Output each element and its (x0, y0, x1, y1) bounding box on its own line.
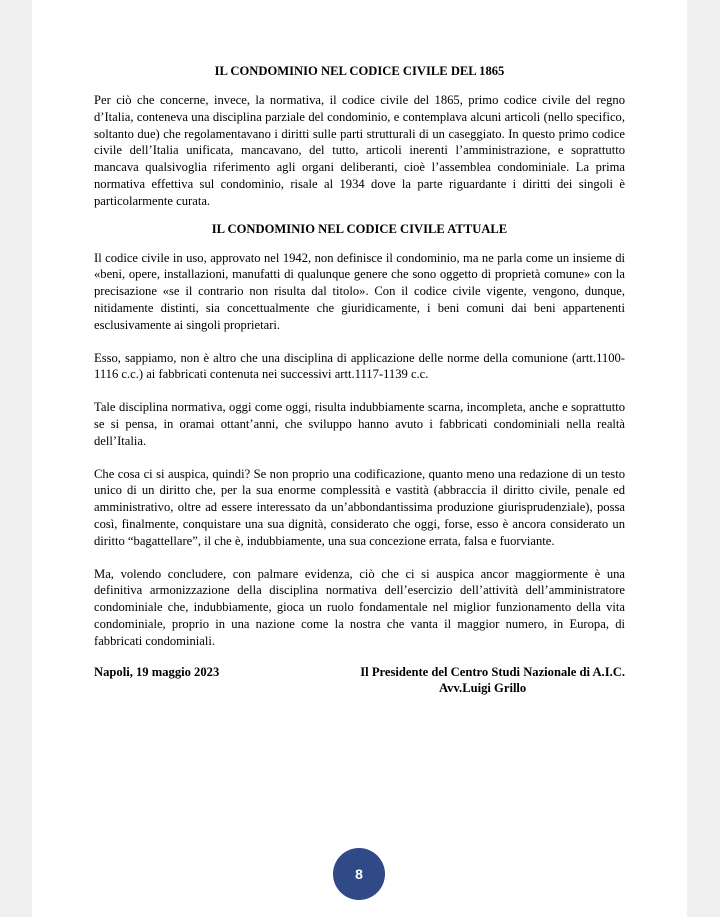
signature-block (94, 664, 625, 698)
page-number-badge: 8 (333, 848, 385, 900)
signatory-name: Avv.Luigi Grillo (439, 680, 527, 695)
paragraph: Ma, volendo concludere, con palmare evidenza, ciò che ci si auspica ancor maggiormente è una definitiva armonizzazione della disciplina normativa dell’esercizio dell’attività dell’amministratore condominiale che, indubbiamente, gioca un ruolo fondamentale nel miglior funzionamento della vita condominiale, proprio in una nazione come la nostra che vanta il maggior numero, in Europa, di fabbricati condominiali. (94, 566, 625, 648)
section-title-attuale: IL CONDOMINIO NEL CODICE CIVILE ATTUALE (211, 221, 508, 236)
place-date: Napoli, 19 maggio 2023 (94, 664, 220, 679)
document-page (32, 0, 687, 917)
paragraph: Che cosa ci si auspica, quindi? Se non proprio una codificazione, quanto meno una redazione di un testo unico di un diritto che, per la sua enorme complessità e vastità (abbraccia il diritto civile, penale ed amministrativo, oltre ad essere interessato da un’abbondantissima produzione giurisprudenziale), possa così, finalmente, conquistare una sua dignità, considerato che oggi, forse, esso è ancora considerato un diritto “bagattellare”, il che è, indubbiamente, una sua concezione errata, falsa e fuorviante. (94, 466, 625, 548)
paragraph: Il codice civile in uso, approvato nel 1942, non definisce il condominio, ma ne parla come un insieme di «beni, opere, installazioni, manufatti di qualunque genere che sono oggetto di proprietà comune» con la precisazione «se il contrario non risulta dal titolo». Con il codice civile vigente, vengono, dunque, nitidamente distinti, sia concettualmente che giuridicamente, i beni comuni dai beni appartenenti esclusivamente ai singoli proprietari. (94, 250, 625, 332)
page-content (94, 63, 625, 698)
paragraph-1865: Per ciò che concerne, invece, la normativa, il codice civile del 1865, primo codice civile del regno d’Italia, conteneva una disciplina parziale del condominio, e contemplava alcuni articoli (nello specifico, soltanto due) che regolamentavano i diritti sulle parti strutturali di un caseggiato. In questo primo codice civile dell’Italia unificata, mancavano, del tutto, articoli inerenti l’amministrazione, e soprattutto mancava qualsivoglia riferimento agli organi deliberanti, cioè l’assemblea condominiale. La prima normativa effettiva sul condominio, risale al 1934 dove la parte riguardante i diritti dei singoli è particolarmente curata. (94, 93, 625, 208)
section-title-1865: IL CONDOMINIO NEL CODICE CIVILE DEL 1865 (214, 64, 505, 78)
paragraph: Esso, sappiamo, non è altro che una disciplina di applicazione delle norme della comunione (artt.1100-1116 c.c.) ai fabbricati contenuta nei successivi artt.1117-1139 c.c. (94, 350, 625, 382)
signatory-role: Il Presidente del Centro Studi Nazionale di A.I.C. (360, 664, 625, 679)
paragraph: Tale disciplina normativa, oggi come oggi, risulta indubbiamente scarna, incompleta, anche e soprattutto se si pensa, in oramai ottant’anni, che sviluppo hanno avuto i fabbricati condominiali nella realtà dell’Italia. (94, 400, 625, 448)
